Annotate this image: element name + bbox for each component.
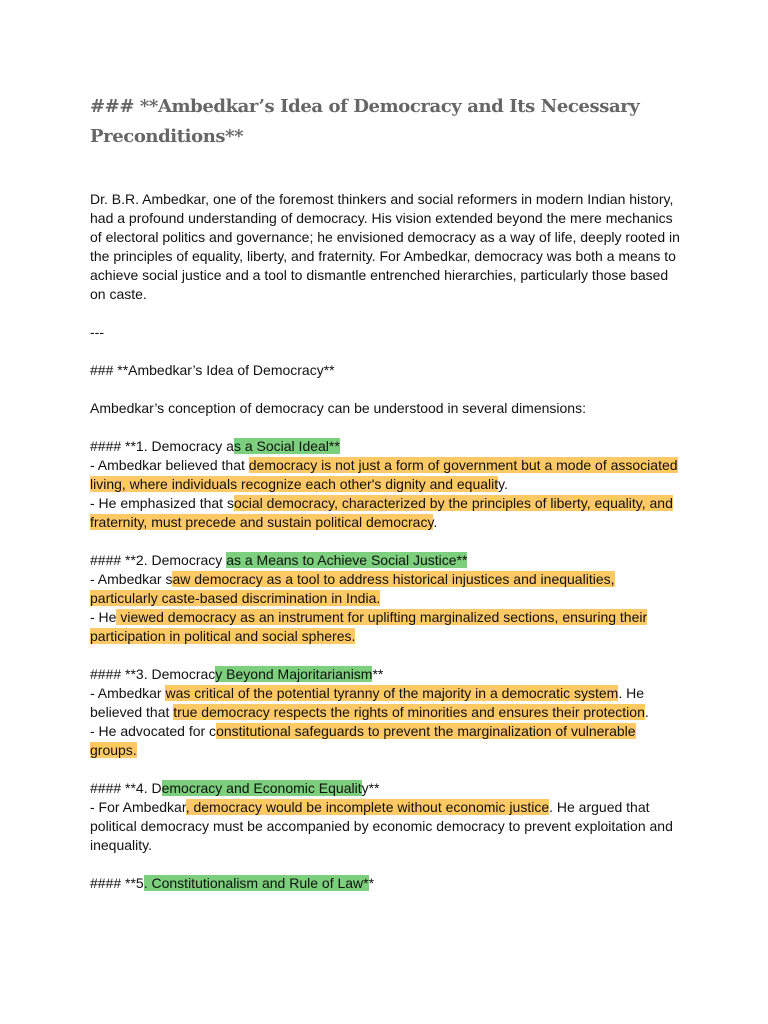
document-title: ### **Ambedkar’s Idea of Democracy and Its Necessary Preconditions** [90,96,640,147]
intro-line: on caste. [90,286,147,302]
bullet-line: living, where individuals recognize each other's dignity and equality. [90,476,508,492]
divider: --- [90,324,104,340]
intro-paragraph [90,190,680,304]
bullet-line: - He emphasized that social democracy, characterized by the principles of liberty, equality, and [90,495,673,511]
highlight-green: as a Means to Achieve Social Justice** [226,552,468,568]
intro-line: the principles of equality, liberty, and fraternity. For Ambedkar, democracy was both a means to [90,248,676,264]
highlight-yellow: true democracy respects the rights of minorities and ensures their protection [173,704,645,720]
section-heading: ### **Ambedkar’s Idea of Democracy** [90,362,335,378]
section-intro: Ambedkar’s conception of democracy can be understood in several dimensions: [90,400,586,416]
intro-line: of electoral politics and governance; he envisioned democracy as a way of life, deeply rooted in [90,229,680,245]
bullet-line: - Ambedkar was critical of the potential tyranny of the majority in a democratic system. He [90,685,645,701]
bullet-line: - He viewed democracy as an instrument for uplifting marginalized sections, ensuring their [90,609,648,625]
highlight-yellow: was critical of the potential tyranny of the majority in a democratic system [165,685,619,701]
intro-line: achieve social justice and a tool to dismantle entrenched hierarchies, particularly those based [90,267,669,283]
bullet-line: - Ambedkar believed that democracy is not just a form of government but a mode of associated [90,457,678,473]
document-body [90,190,680,893]
highlight-green: . Constitutionalism and Rule of Law* [143,875,369,891]
intro-line: Dr. B.R. Ambedkar, one of the foremost thinkers and social reformers in modern Indian history, [90,191,674,207]
highlight-yellow: aw democracy as a tool to address historical injustices and inequalities, [172,571,615,587]
bullet-line [90,589,680,608]
bullet-line [90,627,680,646]
bullet-line: fraternity, must precede and sustain political democracy. [90,514,438,530]
highlight-yellow: living, where individuals recognize each other's dignity and equalit [90,476,499,492]
bullet-line: political democracy must be accompanied by economic democracy to prevent exploitation and [90,818,673,834]
highlight-yellow: participation in political and social spheres. [90,628,356,644]
bullet-line: - Ambedkar saw democracy as a tool to address historical injustices and inequalities, [90,571,615,587]
highlight-green: s a Social Ideal** [233,438,340,454]
bullet-line [90,741,680,760]
highlight-yellow: groups. [90,742,137,758]
highlight-green: y Beyond Majoritarianism [215,666,373,682]
subheading-4: #### **4. Democracy and Economic Equality** [90,780,380,796]
subheading-3: #### **3. Democracy Beyond Majoritarianism** [90,666,384,682]
subheading-2: #### **2. Democracy as a Means to Achieve Social Justice** [90,552,468,568]
bullet-line: - For Ambedkar, democracy would be incomplete without economic justice. He argued that [90,799,650,815]
subheading-1: #### **1. Democracy as a Social Ideal** [90,438,340,454]
bullet-line: believed that true democracy respects the rights of minorities and ensures their protection. [90,704,649,720]
highlight-yellow: ocial democracy, characterized by the principles of liberty, equality, and [233,495,673,511]
intro-line: had a profound understanding of democracy. His vision extended beyond the mere mechanics [90,210,673,226]
highlight-yellow: particularly caste-based discrimination in India. [90,590,381,606]
bullet-line: inequality. [90,837,153,853]
highlight-yellow: democracy is not just a form of government but a mode of associated [248,457,678,473]
subheading-5: #### **5. Constitutionalism and Rule of Law** [90,875,375,891]
highlight-green: emocracy and Economic Equalit [161,780,362,796]
highlight-yellow: viewed democracy as an instrument for uplifting marginalized sections, ensuring their [116,609,648,625]
highlight-yellow: fraternity, must precede and sustain political democracy [90,514,434,530]
highlight-yellow: , democracy would be incomplete without economic justice [185,799,550,815]
highlight-yellow: onstitutional safeguards to prevent the marginalization of vulnerable [216,723,636,739]
bullet-line: - He advocated for constitutional safeguards to prevent the marginalization of vulnerable [90,723,636,739]
